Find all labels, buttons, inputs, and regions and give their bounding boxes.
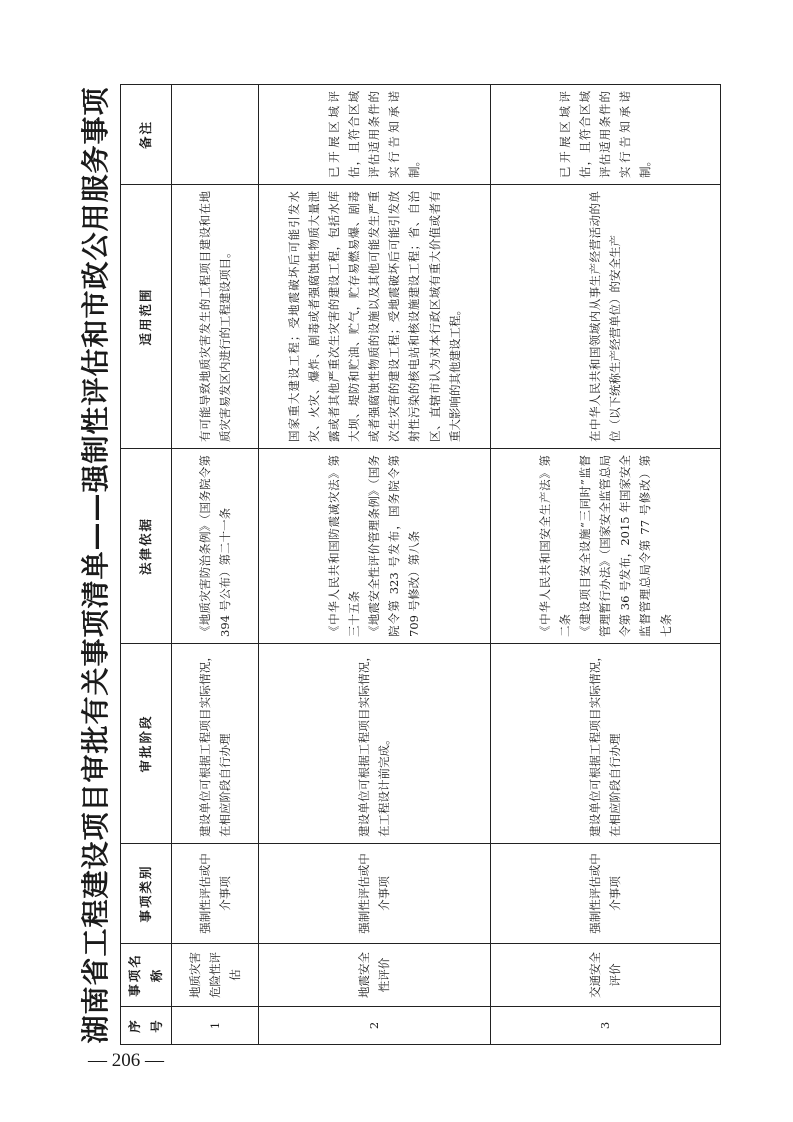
header-remark: 备注 — [121, 85, 172, 185]
row-basis: 《中华人民共和国防震减灾法》第三十五条 《地震安全性评价管理条例》（国务院令第 323 号发布，国务院令第 709 号修改）第八条 — [258, 449, 490, 644]
row-category: 强制性评估或中介事项 — [490, 844, 720, 944]
row-index: 2 — [258, 1007, 490, 1045]
row-name: 地震安全性评价 — [258, 944, 490, 1007]
header-scope: 适用范围 — [121, 185, 172, 449]
row-remark: 已开展区域评估，且符合区域评估适用条件的实行告知承诺制。 — [258, 85, 490, 185]
header-basis: 法律依据 — [121, 449, 172, 644]
row-scope: 在中华人民共和国领域内从事生产经营活动的单位（以下统称生产经营单位）的安全生产 — [490, 185, 720, 449]
row-stage: 建设单位可根据工程项目实际情况，在相应阶段自行办理 — [171, 644, 258, 844]
table-row — [490, 85, 720, 1045]
document-title: 湖南省工程建设项目审批有关事项清单——强制性评估和市政公用服务事项 — [79, 86, 112, 1044]
row-stage: 建设单位可根据工程项目实际情况，在工程设计前完成。 — [258, 644, 490, 844]
table-row — [171, 85, 258, 1045]
row-scope: 有可能导致地质灾害发生的工程项目建设和在地质灾害易发区内进行的工程建设项目。 — [171, 185, 258, 449]
page-number: — 206 — — [88, 1050, 164, 1071]
row-name: 交通安全评价 — [490, 944, 720, 1007]
table-header-row — [121, 85, 172, 1045]
rotated-page — [79, 85, 715, 1045]
header-name: 事项名称 — [121, 944, 172, 1007]
row-remark: 已开展区域评估，且符合区域评估适用条件的实行告知承诺制。 — [490, 85, 720, 185]
row-remark — [171, 85, 258, 185]
header-index: 序号 — [121, 1007, 172, 1045]
row-name: 地质灾害危险性评估 — [171, 944, 258, 1007]
header-category: 事项类别 — [121, 844, 172, 944]
row-scope: 国家重大建设工程；受地震破坏后可能引发水灾、火灾、爆炸、剧毒或者强腐蚀性物质大量泄露或者其他严重次生灾害的建设工程，包括水库大坝、堤防和贮油、贮气，贮存易燃易爆、剧毒或者强腐蚀性物质的设施以及其他可能发生严重次生灾害的建设工程；受地震破坏后可能引发放射性污染的核电站和核设施建设工程；省、自治区、直辖市认为对本行政区域有重大价值或者有重大影响的其他建设工程。 — [258, 185, 490, 449]
row-stage: 建设单位可根据工程项目实际情况，在相应阶段自行办理 — [490, 644, 720, 844]
row-category: 强制性评估或中介事项 — [171, 844, 258, 944]
row-basis: 《中华人民共和国安全生产法》第二条 《建设项目安全设施“三同时”监督管理暂行办法》（国家安全监管总局令第 36 号发布，2015 年国家安全监督管理总局令第 77 号修改）第七条 — [490, 449, 720, 644]
header-stage: 审批阶段 — [121, 644, 172, 844]
row-category: 强制性评估或中介事项 — [258, 844, 490, 944]
row-index: 1 — [171, 1007, 258, 1045]
row-index: 3 — [490, 1007, 720, 1045]
row-basis: 《地质灾害防治条例》（国务院令第 394 号公布）第二十一条 — [171, 449, 258, 644]
table-row — [258, 85, 490, 1045]
items-table — [120, 84, 721, 1045]
